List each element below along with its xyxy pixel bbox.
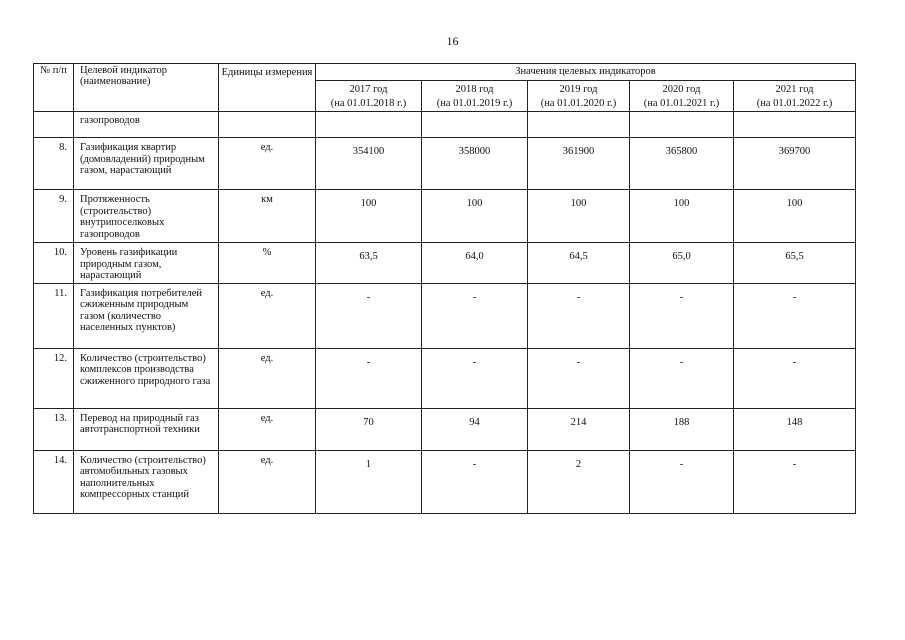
header-unit: Единицы измерения: [219, 64, 316, 112]
cell-value: 148: [734, 408, 856, 450]
cell-value: 100: [528, 190, 630, 243]
cell-value: 1: [316, 450, 422, 513]
cell-indicator-name: Количество (строительство) комплексов производства сжиженного природного газа: [74, 348, 219, 408]
cell-value: 2: [528, 450, 630, 513]
cell-unit: ед.: [219, 138, 316, 190]
cell-value: 358000: [422, 138, 528, 190]
cell-value: -: [630, 283, 734, 348]
cell-value: -: [422, 348, 528, 408]
target-indicators-table: [33, 63, 856, 514]
cell-unit: ед.: [219, 283, 316, 348]
cell-num: 14.: [34, 450, 74, 513]
cell-value: 188: [630, 408, 734, 450]
header-year-date: (на 01.01.2022 г.): [756, 98, 833, 109]
cell-num: [34, 112, 74, 138]
cell-num: 12.: [34, 348, 74, 408]
header-year-label: 2020 год: [662, 84, 701, 95]
cell-value: [528, 112, 630, 138]
header-year-date: (на 01.01.2020 г.): [540, 98, 617, 109]
cell-value: 361900: [528, 138, 630, 190]
table-row: [34, 348, 856, 408]
cell-value: 100: [422, 190, 528, 243]
cell-unit: [219, 112, 316, 138]
cell-indicator-name: Газификация квартир (домовладений) природным газом, нарастающий: [74, 138, 219, 190]
header-indicator-name: Целевой индикатор (наименование): [74, 64, 219, 112]
cell-value: -: [316, 283, 422, 348]
header-year-1: [422, 81, 528, 112]
cell-value: 70: [316, 408, 422, 450]
header-year-date: (на 01.01.2021 г.): [643, 98, 720, 109]
cell-value: -: [422, 283, 528, 348]
cell-unit: ед.: [219, 348, 316, 408]
header-num: № п/п: [34, 64, 74, 112]
page-number: 16: [446, 34, 459, 48]
cell-unit: ед.: [219, 450, 316, 513]
table-row: [34, 408, 856, 450]
table-row: [34, 138, 856, 190]
cell-value: 369700: [734, 138, 856, 190]
cell-num: 9.: [34, 190, 74, 243]
cell-num: 10.: [34, 243, 74, 284]
cell-value: 64,0: [422, 243, 528, 284]
cell-value: 63,5: [316, 243, 422, 284]
cell-indicator-name: Протяженность (строительство) внутрипоселковых газопроводов: [74, 190, 219, 243]
header-year-3: [630, 81, 734, 112]
cell-indicator-name: Перевод на природный газ автотранспортной техники: [74, 408, 219, 450]
cell-num: 13.: [34, 408, 74, 450]
cell-num: 8.: [34, 138, 74, 190]
cell-value: 365800: [630, 138, 734, 190]
table-row-continued: [34, 112, 856, 138]
table-body: [34, 112, 856, 514]
table-row: [34, 450, 856, 513]
table-row: [34, 243, 856, 284]
header-year-label: 2019 год: [559, 84, 598, 95]
header-year-0: [316, 81, 422, 112]
cell-value: 214: [528, 408, 630, 450]
cell-num: 11.: [34, 283, 74, 348]
header-values-group: Значения целевых индикаторов: [316, 64, 856, 81]
cell-value: -: [734, 283, 856, 348]
cell-value: 100: [630, 190, 734, 243]
cell-indicator-name: Уровень газификации природным газом, нарастающий: [74, 243, 219, 284]
cell-value: [630, 112, 734, 138]
cell-value: 100: [734, 190, 856, 243]
cell-value: -: [734, 348, 856, 408]
cell-value: -: [422, 450, 528, 513]
cell-value: [734, 112, 856, 138]
header-year-label: 2021 год: [775, 84, 814, 95]
cell-value: -: [630, 450, 734, 513]
cell-indicator-name: Количество (строительство) автомобильных газовых наполнительных компрессорных станций: [74, 450, 219, 513]
cell-unit: ед.: [219, 408, 316, 450]
cell-value: [422, 112, 528, 138]
cell-unit: км: [219, 190, 316, 243]
cell-value: 94: [422, 408, 528, 450]
header-year-date: (на 01.01.2018 г.): [330, 98, 407, 109]
cell-value: 64,5: [528, 243, 630, 284]
cell-value: -: [316, 348, 422, 408]
cell-value: -: [630, 348, 734, 408]
cell-value: 65,0: [630, 243, 734, 284]
header-year-date: (на 01.01.2019 г.): [436, 98, 513, 109]
cell-indicator-name: газопроводов: [74, 112, 219, 138]
cell-value: 100: [316, 190, 422, 243]
cell-unit: %: [219, 243, 316, 284]
cell-value: 65,5: [734, 243, 856, 284]
table-row: [34, 283, 856, 348]
cell-value: 354100: [316, 138, 422, 190]
header-year-2: [528, 81, 630, 112]
cell-value: -: [528, 348, 630, 408]
cell-value: [316, 112, 422, 138]
header-year-label: 2017 год: [349, 84, 388, 95]
header-year-4: [734, 81, 856, 112]
cell-indicator-name: Газификация потребителей сжиженным природным газом (количество населенных пунктов): [74, 283, 219, 348]
cell-value: -: [528, 283, 630, 348]
table-row: [34, 190, 856, 243]
header-row-top: [34, 64, 856, 81]
cell-value: -: [734, 450, 856, 513]
header-year-label: 2018 год: [455, 84, 494, 95]
